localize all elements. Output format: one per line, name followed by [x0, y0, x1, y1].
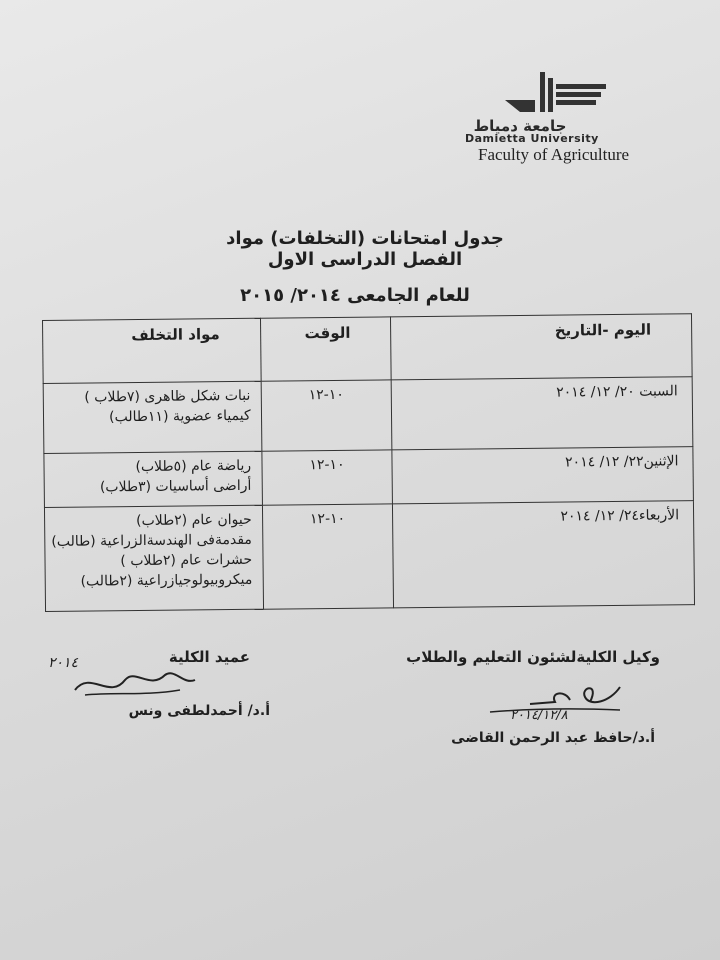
- dean-date: ٢٠١٤: [48, 655, 79, 671]
- subject-item: مقدمةفى الهندسةالزراعية (طالب): [51, 531, 252, 550]
- header-subjects: مواد التخلف: [43, 318, 261, 383]
- subject-item: ميكروبيولوجيازراعية (٢طالب): [80, 571, 253, 590]
- row-subjects: [44, 451, 262, 507]
- subject-item: أراضى أساسيات (٣طلاب): [99, 477, 252, 496]
- exam-schedule-table: [42, 313, 695, 612]
- subject-item: رياضة عام (٥طلاب): [135, 457, 252, 476]
- row-subjects: [43, 381, 261, 453]
- faculty-name: Faculty of Agriculture: [478, 145, 630, 164]
- table-row: [44, 501, 694, 612]
- subject-item: نبات شكل ظاهرى (٧طلاب ): [84, 387, 251, 406]
- row-time: ١٠-١٢: [261, 450, 392, 505]
- table-row: [44, 447, 694, 508]
- logo-english-name: Damietta University: [465, 132, 599, 145]
- vice-dean-title: وكيل الكليةلشئون التعليم والطلاب: [406, 648, 660, 666]
- dean-title: عميد الكلية: [168, 648, 250, 666]
- header-date: اليوم -التاريخ: [391, 314, 692, 380]
- document-title: جدول امتحانات (التخلفات) مواد الفصل الدراسى الاول: [226, 228, 504, 270]
- row-time: ١٠-١٢: [261, 380, 392, 451]
- subject-item: كيمياء عضوية (١١طالب): [109, 407, 251, 426]
- row-date: الأربعاء٢٤/ ١٢/ ٢٠١٤: [393, 501, 695, 608]
- vice-dean-name: أ.د/حافظ عبد الرحمن القاضى: [451, 730, 655, 746]
- subject-item: حشرات عام (٢طلاب ): [120, 551, 253, 570]
- table-row: [43, 377, 693, 454]
- table-header-row: [43, 314, 693, 384]
- university-emblem-icon: [500, 70, 615, 120]
- vice-dean-date: ٢٠١٤/١٢/٨: [510, 708, 568, 723]
- header-time: الوقت: [260, 317, 391, 381]
- row-time: ١٠-١٢: [262, 504, 394, 609]
- subject-item: حيوان عام (٢طلاب): [135, 511, 252, 530]
- row-subjects: [44, 505, 263, 611]
- row-date: السبت ٢٠/ ١٢/ ٢٠١٤: [391, 377, 692, 450]
- academic-year: للعام الجامعى ٢٠١٤/ ٢٠١٥: [240, 285, 470, 306]
- dean-name: أ.د/ أحمدلطفى ونس: [128, 703, 270, 719]
- row-date: الإثنين٢٢/ ١٢/ ٢٠١٤: [392, 447, 693, 504]
- logo-arabic-name: جامعة دمياط: [473, 117, 567, 135]
